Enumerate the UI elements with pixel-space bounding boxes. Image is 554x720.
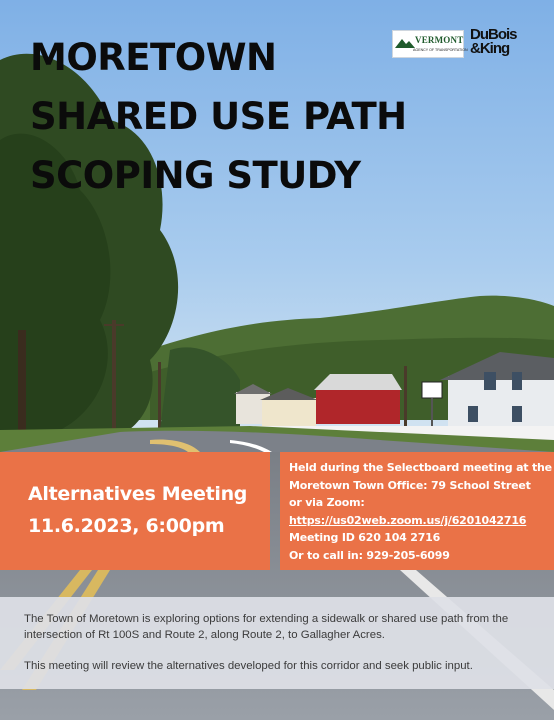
meeting-details (289, 459, 551, 565)
details-line: Held during the Selectboard meeting at the (289, 461, 552, 474)
title-line: SHARED USE PATH (30, 95, 407, 138)
meeting-heading (28, 478, 247, 542)
page-title (30, 28, 407, 205)
dubois-king-logo-line1: DuBois (470, 26, 517, 43)
zoom-link[interactable]: https://us02web.zoom.us/j/6201042716 (289, 513, 527, 527)
mountain-icon (395, 37, 415, 49)
meeting-id: Meeting ID 620 104 2716 (289, 531, 441, 545)
info-paragraph: The Town of Moretown is exploring options for extending a sidewalk or shared use path from the intersection of Rt 100S and Route 2, along Route 2, to Gallagher Acres. (24, 613, 509, 641)
info-paragraph: This meeting will review the alternatives developed for this corridor and seek public input. (24, 660, 473, 672)
details-line: or via Zoom: (289, 496, 365, 510)
details-line: Moretown Town Office: 79 School Street (289, 478, 531, 492)
vermont-agency-logo (392, 30, 468, 58)
title-line: MORETOWN (30, 36, 277, 79)
vermont-logo-name: VERMONT (415, 35, 464, 45)
vermont-logo-subtitle: AGENCY OF TRANSPORTATION (413, 48, 468, 52)
title-line: SCOPING STUDY (30, 154, 361, 197)
meeting-datetime: 11.6.2023, 6:00pm (28, 515, 225, 537)
dubois-king-logo (470, 26, 530, 62)
meeting-name: Alternatives Meeting (28, 483, 248, 505)
info-panel (0, 597, 554, 689)
dubois-king-logo-line2: &King (470, 40, 510, 57)
call-in-number: Or to call in: 929-205-6099 (289, 548, 450, 562)
